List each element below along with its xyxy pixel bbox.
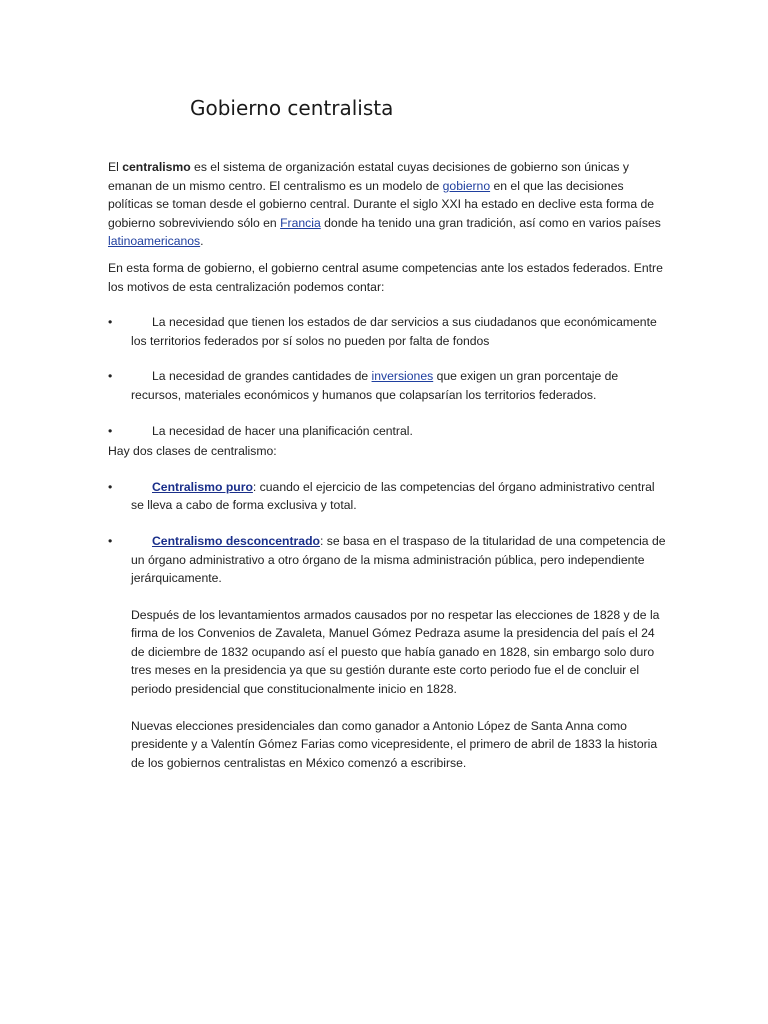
historia-paragraph-2: Nuevas elecciones presidenciales dan como ganador a Antonio López de Santa Anna como presidente y a Valentín Gómez Farias como vicepresidente, el primero de abril de 1833 la historia de los gobiernos centralistas en México comenzó a escribirse. [131, 718, 658, 770]
intro-bold-term: centralismo [122, 160, 191, 174]
forma-paragraph: En esta forma de gobierno, el gobierno central asume competencias ante los estados federados. Entre los motivos de esta centralización podemos contar: [108, 260, 663, 294]
motivos-list [108, 313, 668, 440]
link-inversiones[interactable]: inversiones [371, 369, 434, 384]
list-item-text: La necesidad que tienen los estados de dar servicios a sus ciudadanos que económicamente los territorios federados por sí solos no pueden por falta de fondos [131, 315, 657, 348]
clases-list [108, 478, 668, 588]
list-item-text: La necesidad de hacer una planificación central. [152, 423, 413, 438]
list-item [108, 367, 668, 404]
link-latinoamericanos[interactable]: latinoamericanos [108, 234, 201, 249]
clases-intro: Hay dos clases de centralismo: [108, 444, 277, 459]
list-item-text: : se basa en el traspaso de la titularidad de una competencia de un órgano administrativo a otro órgano de la misma administración pública, pero independiente jerárquicamente. [131, 533, 666, 586]
intro-text: El [108, 160, 123, 174]
intro-paragraph [108, 158, 668, 251]
list-item [108, 478, 668, 515]
list-item [108, 422, 668, 441]
link-gobierno[interactable]: gobierno [442, 178, 491, 193]
bullet-icon: • [108, 423, 113, 438]
intro-text: en el que las decisiones políticas se toman desde el gobierno central. Durante el siglo XXI ha estado en declive esta forma de gobierno sobreviviendo sólo en [108, 178, 655, 230]
bullet-icon: • [108, 315, 113, 330]
page-title: Gobierno centralista [190, 96, 394, 120]
list-item-text: : cuando el ejercicio de las competencias del órgano administrativo central se lleva a cabo de forma exclusiva y total. [131, 479, 655, 513]
list-item-text: La necesidad de grandes cantidades de [152, 369, 372, 384]
intro-text: donde ha tenido una gran tradición, así como en varios países [320, 215, 661, 230]
historia-section [108, 606, 668, 773]
bullet-icon: • [108, 479, 113, 494]
intro-text: es el sistema de organización estatal cuyas decisiones de gobierno son únicas y emanan de un mismo centro. El centralismo es un modelo de [108, 160, 629, 193]
bullet-icon: • [108, 533, 113, 548]
link-centralismo-puro[interactable]: Centralismo puro [152, 479, 253, 494]
list-item-text: que exigen un gran porcentaje de recursos, materiales económicos y humanos que colapsarían los territorios federados. [131, 369, 619, 402]
list-item [108, 532, 668, 588]
document-body [108, 158, 668, 772]
link-francia[interactable]: Francia [280, 215, 321, 230]
link-centralismo-desconcentrado[interactable]: Centralismo desconcentrado [152, 533, 320, 548]
list-item [108, 313, 668, 350]
bullet-icon: • [108, 369, 113, 384]
historia-paragraph-1: Después de los levantamientos armados causados por no respetar las elecciones de 1828 y de la firma de los Convenios de Zavaleta, Manuel Gómez Pedraza asume la presidencia del país el 24 de diciembre de 1832 ocupando así el puesto que había ganado en 1828, sin embargo solo duro tres meses en la presidencia ya que su gestión durante este corto periodo fue el de concluir el periodo presidencial que constitucionalmente inicio en 1828. [131, 607, 660, 697]
intro-text: . [200, 234, 204, 249]
